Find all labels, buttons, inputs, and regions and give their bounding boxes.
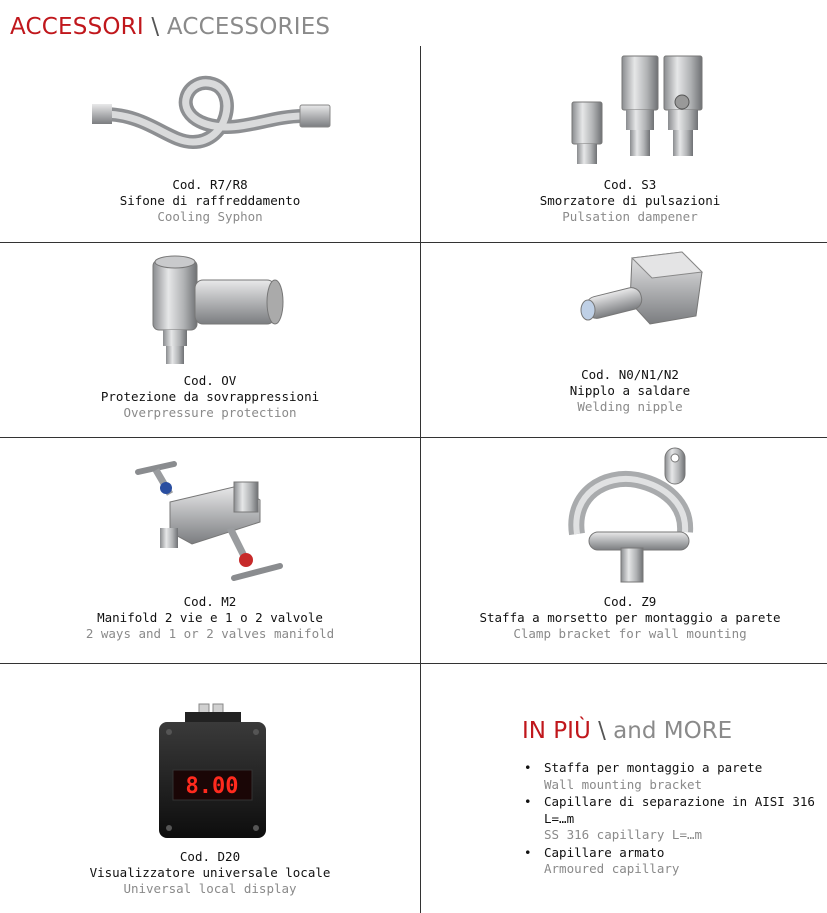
- product-name-en: Welding nipple: [577, 399, 683, 414]
- product-name-it: Visualizzatore universale locale: [89, 865, 331, 880]
- more-list: [522, 760, 827, 879]
- page-title: [10, 14, 330, 40]
- caption-d20: [20, 849, 400, 897]
- more-item-en: Wall mounting bracket: [544, 776, 703, 792]
- product-code: Cod. N0/N1/N2: [581, 367, 679, 382]
- grid-vertical-divider: [420, 46, 421, 913]
- list-item: [522, 794, 827, 844]
- syphon-image: [88, 72, 338, 162]
- overpressure-image: [145, 252, 295, 367]
- more-item-en: SS 316 capillary L=…m: [544, 827, 703, 842]
- grid-divider-1: [0, 242, 827, 243]
- manifold-image: [130, 458, 295, 588]
- more-title-separator: \: [598, 718, 606, 744]
- title-en: ACCESSORIES: [166, 14, 331, 40]
- grid-divider-3: [0, 663, 827, 664]
- caption-r7-r8: [20, 177, 400, 225]
- product-name-it: Staffa a morsetto per montaggio a parete: [479, 610, 781, 625]
- product-code: Cod. Z9: [603, 594, 657, 609]
- product-name-en: Cooling Syphon: [157, 209, 263, 224]
- grid-divider-2: [0, 437, 827, 438]
- more-item-en: Armoured capillary: [544, 861, 680, 876]
- caption-m2: [20, 594, 400, 642]
- more-title-it: IN PIÙ: [522, 718, 591, 744]
- more-item-it: Staffa per montaggio a parete: [544, 760, 763, 775]
- caption-n0: [430, 367, 827, 415]
- product-name-it: Smorzatore di pulsazioni: [539, 193, 721, 208]
- list-item: [522, 845, 827, 878]
- dampener-image: [560, 50, 720, 170]
- caption-z9: [430, 594, 827, 642]
- title-separator: \: [151, 14, 160, 40]
- product-code: Cod. S3: [603, 177, 657, 192]
- more-section-title: [522, 718, 732, 744]
- product-name-en: Pulsation dampener: [562, 209, 698, 224]
- more-title-en: and MORE: [613, 718, 733, 744]
- product-name-it: Manifold 2 vie e 1 o 2 valvole: [97, 610, 323, 625]
- product-code: Cod. M2: [183, 594, 237, 609]
- clamp-image: [565, 444, 705, 589]
- product-name-it: Nipplo a saldare: [569, 383, 691, 398]
- product-name-it: Sifone di raffreddamento: [119, 193, 301, 208]
- product-code: Cod. OV: [183, 373, 237, 388]
- more-item-it: Capillare di separazione in AISI 316 L=…m: [544, 794, 815, 826]
- title-it: ACCESSORI: [10, 14, 144, 40]
- product-name-it: Protezione da sovrappressioni: [100, 389, 320, 404]
- nipple-image: [570, 248, 710, 343]
- display-readout: 8.00: [185, 774, 239, 799]
- display-image: [155, 702, 270, 842]
- product-name-en: Clamp bracket for wall mounting: [513, 626, 747, 641]
- product-code: Cod. R7/R8: [172, 177, 248, 192]
- caption-s3: [430, 177, 827, 225]
- more-item-it: Capillare armato: [544, 844, 665, 860]
- product-name-en: Universal local display: [123, 881, 297, 896]
- product-name-en: 2 ways and 1 or 2 valves manifold: [85, 626, 335, 641]
- product-name-en: Overpressure protection: [123, 405, 297, 420]
- list-item: [522, 760, 827, 793]
- caption-ov: [20, 373, 400, 421]
- product-code: Cod. D20: [179, 849, 241, 864]
